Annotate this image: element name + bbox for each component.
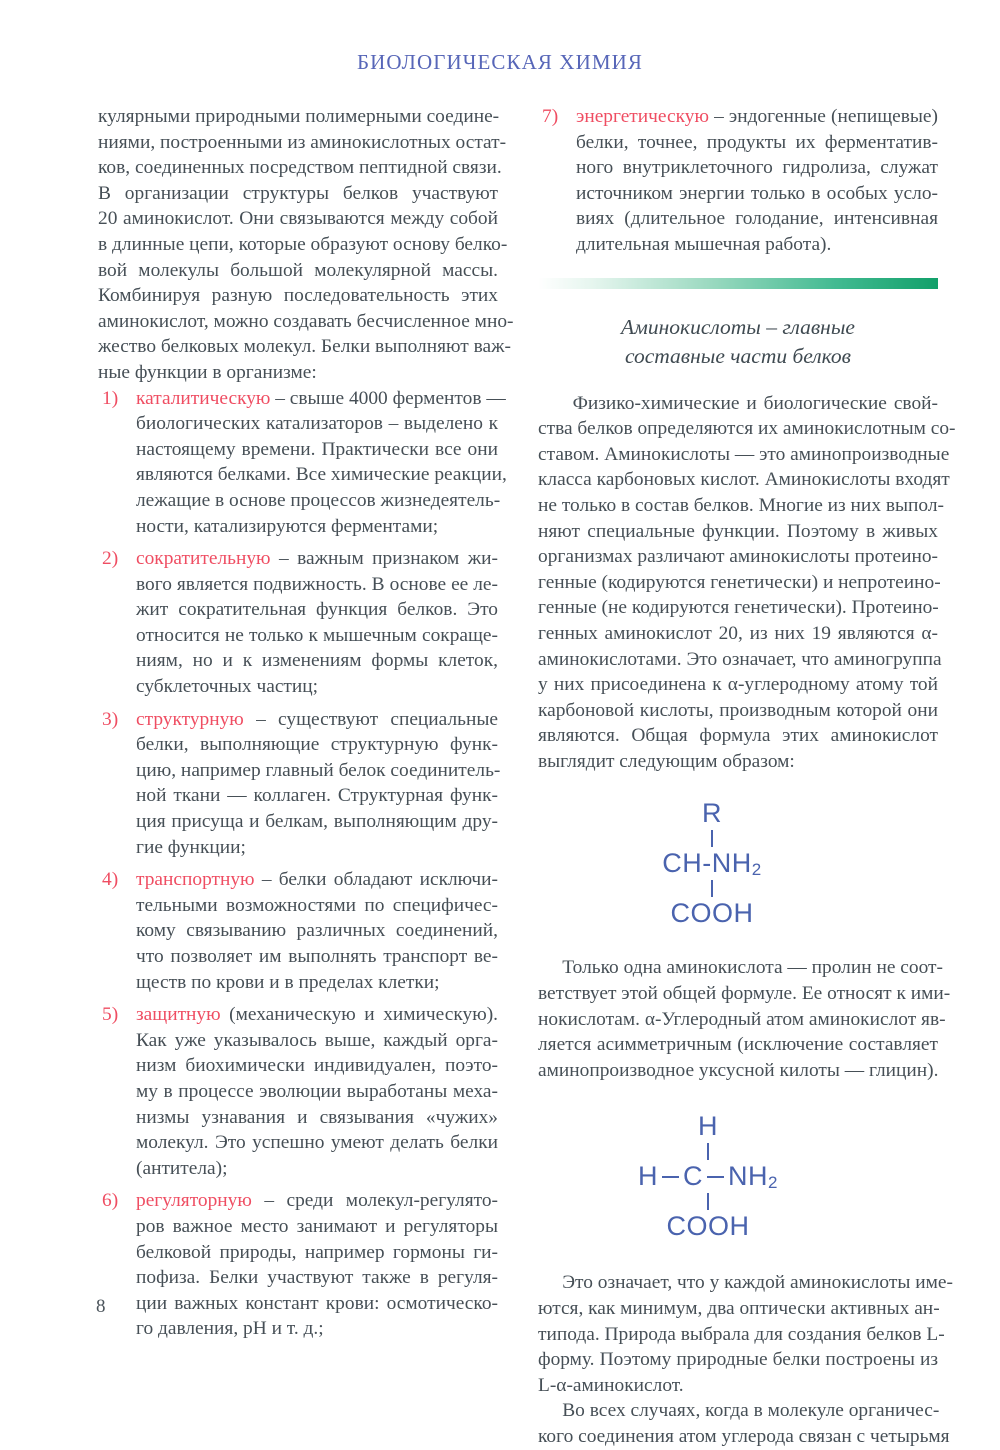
text-run: Это означает, что у каждой аминокислоты име- [562, 1272, 953, 1294]
formula-stack [662, 800, 761, 927]
formula-subscript: 2 [751, 860, 762, 880]
text-line: аминокислот, можно создавать бесчисленное мно- [98, 310, 514, 332]
text-line: ветствует этой общей формуле. Ее относят к ими- [538, 983, 951, 1005]
text-run: – свыше 4000 ферментов — [270, 387, 506, 409]
text-line: цию, например главный белок соединитель- [136, 759, 501, 781]
text-line: L-α-аминокислот. [538, 1374, 684, 1396]
general-amino-acid-formula [538, 800, 938, 927]
list-item [98, 707, 501, 861]
function-term: транспортную [136, 869, 255, 891]
text-line: ности, катализируются ферментами; [136, 515, 439, 537]
text-run: Физико-химические и биологические свой- [572, 392, 938, 414]
text-line [538, 391, 938, 417]
text-line [136, 1002, 498, 1028]
bond-horizontal-icon [662, 1176, 679, 1179]
bond-horizontal-icon [707, 1176, 724, 1179]
text-line: кулярными природными полимерными соедине- [98, 106, 500, 127]
text-line: класса карбоновых кислот. Аминокислоты входят [538, 469, 950, 491]
text-run: Только одна аминокислота — пролин не соот- [562, 957, 943, 979]
text-line: ров важное место занимают и регуляторы [136, 1215, 498, 1237]
text-line: ции важных констант крови: осмотическо- [136, 1292, 498, 1314]
text-line: генные (не кодируются генетически). Протеино- [538, 597, 939, 619]
paragraph-optical-antipodes [538, 1270, 953, 1398]
formula-middle-row [638, 1161, 778, 1193]
section-heading [538, 313, 938, 371]
text-line: белки, точнее, продукты их ферментатив- [576, 131, 938, 153]
text-line: источником энергии только в особых усло- [576, 182, 938, 204]
text-line [136, 867, 498, 893]
text-line: относится не только к мышечным сокраще- [136, 624, 498, 646]
text-line: вой молекулы большой молекулярной массы. [98, 259, 498, 281]
continued-paragraph [98, 104, 514, 386]
text-line: Комбинируя разную последовательность этих [98, 285, 498, 307]
text-line [538, 955, 943, 981]
glycine-formula [538, 1113, 938, 1240]
section-divider-rule [538, 278, 938, 289]
text-line: 20 аминокислот. Они связываются между собой [98, 208, 498, 230]
formula-middle-row [662, 848, 762, 880]
function-term: защитную [136, 1004, 221, 1026]
two-column-body [98, 104, 956, 1447]
bond-vertical-icon [707, 1193, 710, 1210]
text-line: нокислотам. α-Углеродный атом аминокислот яв- [538, 1008, 946, 1030]
running-head: БИОЛОГИЧЕСКАЯ ХИМИЯ [356, 50, 644, 74]
formula-atom-r: R [702, 798, 722, 829]
text-line: виях (длительное голодание, интенсивная [576, 208, 938, 230]
text-line: карбоновой кислоты, производным которой они [538, 699, 938, 721]
text-line: жество белковых молекул. Белки выполняют важ- [98, 336, 511, 358]
text-line [136, 1188, 498, 1214]
list-marker: 6) [102, 1190, 119, 1212]
list-marker: 5) [102, 1004, 119, 1026]
text-run: (механическую и химическую). [220, 1004, 498, 1026]
text-line: не только в состав белков. Многие из них выпол- [538, 494, 944, 516]
text-line: низмы узнавания и связывания «чужих» [136, 1106, 498, 1128]
text-line [136, 707, 498, 733]
text-line [136, 386, 506, 412]
formula-atom-cooh: COOH [670, 898, 754, 929]
list-item [98, 546, 498, 700]
text-line: вого является подвижность. В основе ее ле- [136, 573, 498, 595]
text-line: ного внутриклеточного гидролиза, служат [576, 157, 938, 179]
right-column [538, 104, 956, 1450]
text-line: тельными возможностями по специфичес- [136, 894, 498, 916]
section-heading-line-1: Аминокислоты – главные [621, 314, 855, 339]
paragraph-amino-acid-intro [538, 391, 956, 775]
list-marker: 3) [102, 708, 119, 730]
text-line [538, 1398, 938, 1424]
text-run: – важным признаком жи- [270, 548, 498, 570]
text-line: настоящему времени. Практически все они [136, 438, 498, 460]
text-line: ной ткани — коллаген. Структурная функ- [136, 785, 498, 807]
function-term: структурную [136, 708, 244, 730]
function-term: регуляторную [136, 1190, 252, 1212]
section-heading-line-2: составные части белков [624, 343, 852, 368]
list-marker: 1) [102, 387, 119, 409]
left-column [98, 104, 514, 1349]
text-line: являются. Общая формула этих аминокислот [538, 725, 938, 747]
text-line: аминопроизводное уксусной килоты — глицин). [538, 1059, 939, 1081]
list-marker: 4) [102, 869, 119, 891]
list-item [98, 1002, 498, 1181]
text-run: – среди молекул-регулято- [251, 1190, 498, 1212]
text-line: генных аминокислот 20, из них 19 являются α- [538, 622, 938, 644]
text-line [136, 546, 498, 572]
text-line: форму. Поэтому природные белки построены из [538, 1349, 938, 1371]
text-run: Во всех случаях, когда в молекуле органичес- [562, 1400, 940, 1422]
text-line: ществ по крови и в пределах клетки; [136, 971, 440, 993]
bond-vertical-icon [711, 880, 714, 897]
formula-atom-h-top: H [698, 1111, 718, 1142]
function-term: энергетическую [576, 106, 709, 127]
formula-atom-cooh: COOH [666, 1211, 750, 1242]
text-line: В организации структуры белков участвуют [98, 182, 498, 204]
text-line: выглядит следующим образом: [538, 750, 795, 772]
text-run: – существуют специальные [243, 708, 498, 730]
page-number: 8 [96, 1296, 106, 1317]
text-line: субклеточных частиц; [136, 676, 319, 698]
text-line: у них присоединена к α-углеродному атому той [538, 674, 938, 696]
text-run: – белки обладают исключи- [254, 869, 498, 891]
text-line: длительная мышечная работа). [576, 233, 832, 255]
text-line: ются, как минимум, два оптически активных ан- [538, 1298, 940, 1320]
text-line: типода. Природа выбрала для создания белков L- [538, 1323, 945, 1345]
list-marker: 2) [102, 548, 119, 570]
text-line [538, 1270, 953, 1296]
text-line: му в процессе эволюции выработаны меха- [136, 1080, 498, 1102]
text-line: Как уже указывалось выше, каждый орга- [136, 1029, 498, 1051]
text-line: ставом. Аминокислоты — это аминопроизводные [538, 443, 950, 465]
text-line: кому связыванию различных соединений, [136, 920, 498, 942]
text-line: (антитела); [136, 1157, 228, 1179]
bond-vertical-icon [707, 1143, 710, 1160]
text-line: являются белками. Все химические реакции, [136, 464, 507, 486]
list-item [98, 1188, 498, 1342]
text-line: белки, выполняющие структурную функ- [136, 734, 498, 756]
text-line: генные (кодируются генетически) и непротеино- [538, 571, 941, 593]
text-line: молекул. Это успешно умеют делать белки [136, 1132, 498, 1154]
text-line: ниям, но и к изменениям формы клеток, [136, 650, 498, 672]
function-term: каталитическую [136, 387, 271, 409]
text-line: организмах различают аминокислоты протеино- [538, 546, 938, 568]
formula-atom-ch-nh: CH-NH [662, 848, 752, 879]
text-run: – эндогенные (непищевые) [708, 106, 938, 127]
text-line: белковой природы, например гормоны ги- [136, 1241, 498, 1263]
list-item [98, 386, 507, 540]
text-line: ция присуща и белкам, выполняющим дру- [136, 811, 498, 833]
text-line: гие функции; [136, 836, 246, 858]
list-marker: 7) [542, 106, 559, 127]
text-line: го давления, pH и т. д.; [136, 1318, 324, 1340]
function-term: сократительную [136, 548, 271, 570]
text-line: жит сократительная функция белков. Это [136, 599, 498, 621]
protein-functions-list-continued [538, 104, 938, 258]
text-line: ниями, построенными из аминокислотных остат- [98, 131, 507, 153]
text-line: низм биохимически индивидуален, поэто- [136, 1055, 498, 1077]
text-line [576, 104, 938, 130]
formula-subscript: 2 [768, 1173, 778, 1193]
text-line: ства белков определяются их аминокислотным со- [538, 418, 956, 440]
protein-functions-list [98, 386, 507, 1342]
text-line: биологических катализаторов – выделено к [136, 413, 498, 435]
text-line: ков, соединенных посредством пептидной связи. [98, 157, 502, 179]
text-line: лежащие в основе процессов жизнедеятель- [136, 489, 501, 511]
text-line: что позволяет им выполнять транспорт ве- [136, 946, 498, 967]
list-item [538, 104, 938, 258]
text-line: ные функции в организме: [98, 361, 317, 383]
formula-stack [638, 1113, 778, 1240]
formula-atom-h-left: H [638, 1161, 659, 1192]
bond-vertical-icon [711, 830, 714, 847]
text-line: ляется асимметричным (исключение составляет [538, 1034, 938, 1056]
text-line: няют специальные функции. Поэтому в живых [538, 520, 938, 542]
formula-atom-nh: NH [728, 1161, 769, 1192]
list-item [98, 867, 498, 995]
text-line: кого соединения атом углерода связан с четырьмя [538, 1426, 950, 1447]
text-line: аминокислотами. Это означает, что аминогруппа [538, 648, 942, 670]
paragraph-proline-exception [538, 955, 951, 1083]
formula-atom-c: C [683, 1161, 704, 1192]
paragraph-carbon-bonds [538, 1398, 950, 1449]
text-line: пофиза. Белки участвуют также в регуля- [136, 1267, 498, 1289]
text-line: в длинные цепи, которые образуют основу белко- [98, 233, 508, 255]
